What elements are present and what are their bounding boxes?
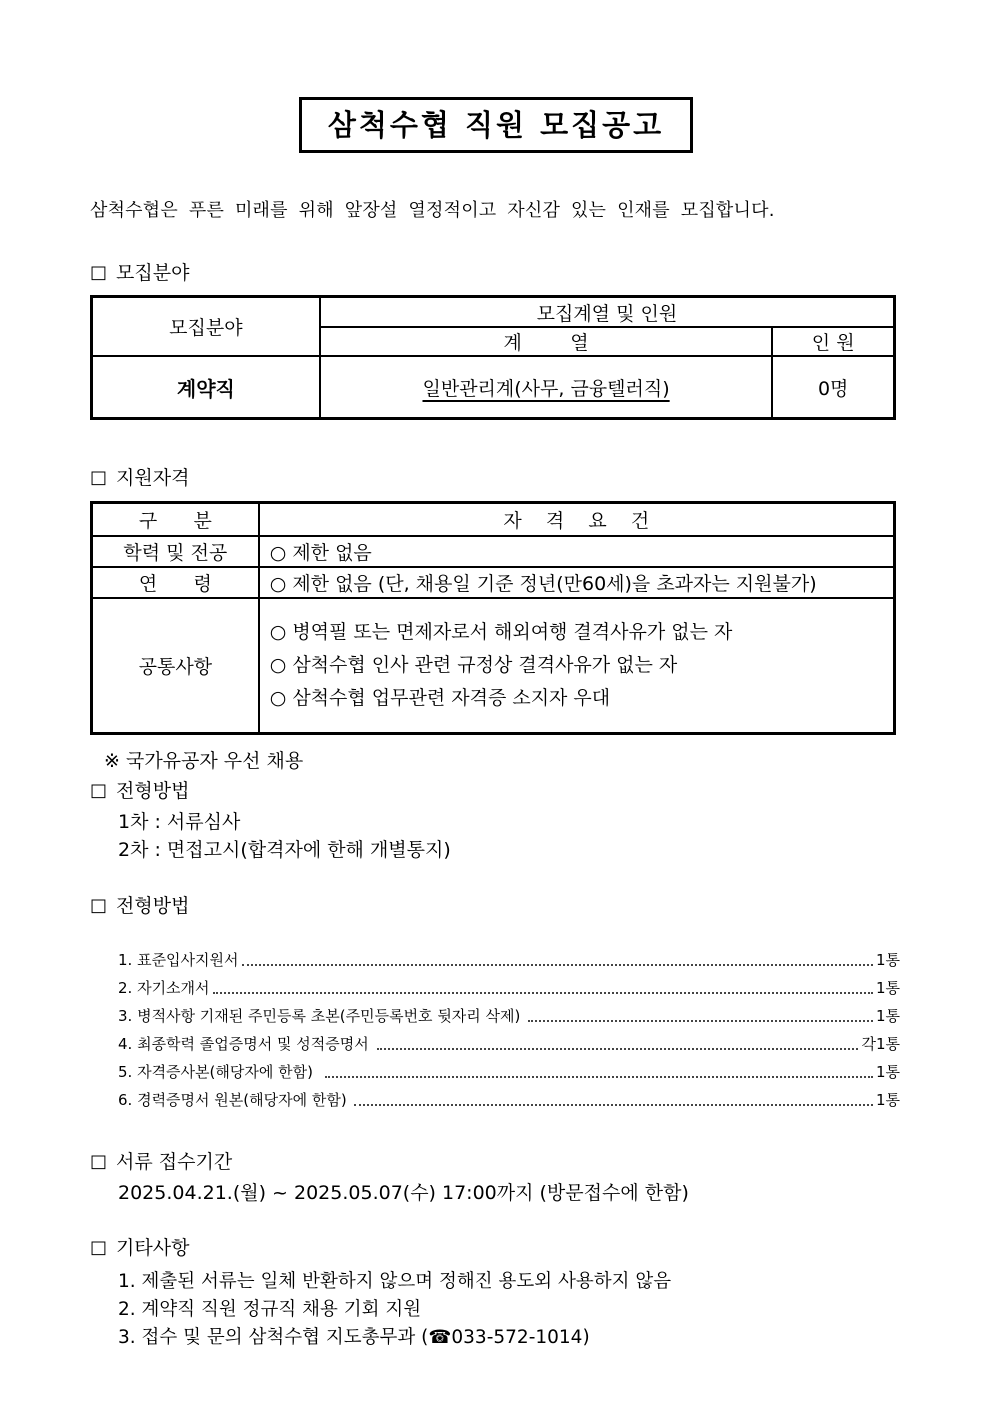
square-bullet-icon: □: [90, 1237, 108, 1258]
list-item: [118, 1082, 900, 1110]
section-heading-etc: [90, 1236, 900, 1260]
cell-value: ○ 제한 없음: [259, 536, 895, 567]
list-item: 3. 접수 및 문의 삼척수협 지도총무과 (☎033-572-1014): [118, 1327, 590, 1348]
table-row-education: [92, 536, 895, 567]
common-requirement-line: ○ 삼척수협 인사 관련 규정상 결격사유가 없는 자: [269, 654, 678, 676]
document-count: 1통: [875, 951, 900, 969]
list-item: [118, 998, 900, 1026]
section-heading-label: 전형방법: [116, 895, 190, 917]
dotted-leader: [325, 1076, 872, 1078]
dotted-leader: [377, 1048, 859, 1050]
cell-count-value: 0명: [772, 356, 894, 419]
selection-step: 2차 : 면접고시(합격자에 한해 개별통지): [118, 839, 451, 861]
required-documents-list: [118, 942, 900, 1110]
section-heading-label: 모집분야: [116, 262, 190, 284]
document-label: 2. 자기소개서: [118, 979, 210, 997]
document-count: 1통: [875, 1091, 900, 1109]
list-item: [118, 970, 900, 998]
list-item: [118, 1054, 900, 1082]
list-item: [118, 1026, 900, 1054]
cell-series-header: 계 열: [320, 327, 773, 356]
common-requirement-line: ○ 병역필 또는 면제자로서 해외여행 결격사유가 없는 자: [269, 621, 733, 643]
document-label: 4. 최종학력 졸업증명서 및 성적증명서: [118, 1035, 374, 1053]
table-header-row: [92, 503, 895, 537]
section-heading-selection: [90, 779, 900, 803]
title-box: [299, 97, 693, 153]
selection-step: 1차 : 서류심사: [118, 811, 241, 833]
section-heading-label: 지원자격: [116, 467, 190, 489]
cell-category-header: 구 분: [92, 503, 259, 537]
square-bullet-icon: □: [90, 467, 108, 488]
selection-steps: [118, 808, 900, 864]
table-row-age: [92, 567, 895, 598]
series-underlined-text: 일반관리계(사무, 금융텔러직): [422, 377, 670, 400]
table-header-row: [92, 297, 895, 328]
document-count: 각1통: [861, 1035, 900, 1053]
document-label: 1. 표준입사지원서: [118, 951, 239, 969]
document-count: 1통: [875, 1007, 900, 1025]
cell-requirement-header: 자 격 요 건: [259, 503, 895, 537]
dotted-leader: [528, 1020, 873, 1022]
intro-paragraph: 삼척수협은 푸른 미래를 위해 앞장설 열정적이고 자신감 있는 인재를 모집합니다.: [90, 200, 775, 221]
cell-label: 연 령: [92, 567, 259, 598]
dotted-leader: [354, 1104, 872, 1106]
square-bullet-icon: □: [90, 895, 108, 916]
section-heading-documents: [90, 894, 900, 918]
document-count: 1통: [875, 1063, 900, 1081]
cell-category: 계약직: [92, 356, 320, 419]
document-count: 1통: [875, 979, 900, 997]
veterans-priority-note: ※ 국가유공자 우선 채용: [104, 750, 304, 772]
section-heading-label: 서류 접수기간: [116, 1151, 233, 1173]
etc-items-list: [118, 1268, 900, 1352]
section-heading-qualification: [90, 466, 900, 490]
cell-count-header: 인 원: [772, 327, 894, 356]
document-label: 6. 경력증명서 원본(해당자에 한함): [118, 1091, 352, 1109]
document-label: 5. 자격증사본(해당자에 한함): [118, 1063, 323, 1081]
list-item: 1. 제출된 서류는 일체 반환하지 않으며 정해진 용도외 사용하지 않음: [118, 1271, 672, 1292]
recruit-field-table: [90, 295, 896, 420]
common-requirement-line: ○ 삼척수협 업무관련 자격증 소지자 우대: [269, 687, 611, 709]
section-heading-label: 전형방법: [116, 780, 190, 802]
cell-label: 학력 및 전공: [92, 536, 259, 567]
page-title: 삼척수협 직원 모집공고: [327, 108, 665, 142]
dotted-leader: [213, 992, 873, 994]
application-period-value: 2025.04.21.(월) ~ 2025.05.07(수) 17:00까지 (방문접수에 한함): [118, 1182, 689, 1204]
table-data-row: [92, 356, 895, 419]
cell-value: [259, 598, 895, 734]
cell-label: 공통사항: [92, 598, 259, 734]
section-heading-label: 기타사항: [116, 1237, 190, 1259]
dotted-leader: [242, 964, 873, 966]
square-bullet-icon: □: [90, 780, 108, 801]
cell-group-header: 모집계열 및 인원: [320, 297, 895, 328]
document-label: 3. 병적사항 기재된 주민등록 초본(주민등록번호 뒷자리 삭제): [118, 1007, 526, 1025]
qualification-table: [90, 501, 896, 735]
list-item: 2. 계약직 직원 정규직 채용 기회 지원: [118, 1299, 422, 1320]
cell-series-value: [320, 356, 773, 419]
table-row-common: [92, 598, 895, 734]
square-bullet-icon: □: [90, 1151, 108, 1172]
list-item: [118, 942, 900, 970]
cell-value: ○ 제한 없음 (단, 채용일 기준 정년(만60세)을 초과자는 지원불가): [259, 567, 895, 598]
cell-recruit-field: 모집분야: [92, 297, 320, 357]
square-bullet-icon: □: [90, 262, 108, 283]
section-heading-recruit-field: [90, 261, 900, 285]
section-heading-period: [90, 1150, 900, 1174]
